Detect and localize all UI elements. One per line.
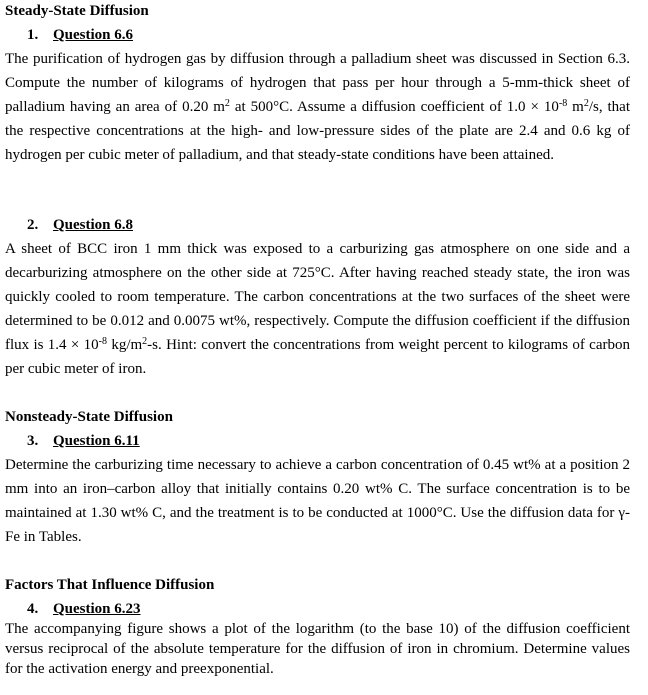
question-3-text: Determine the carburizing time necessary to achieve a carbon concentration of 0.45 wt% at a position 2 mm into an iron–carbon alloy that initially contains 0.20 wt% C. The surface concentration is to be maintained at 1.30 wt% C, and the treatment is to be conducted at 1000°C. Use the diffusion data for γ-Fe in Tables. [5,457,630,545]
question-1-heading [27,25,133,45]
question-2-text: A sheet of BCC iron 1 mm thick was exposed to a carburizing gas atmosphere on one side and a decarburizing atmosphere on the other side at 725°C. After having reached steady state, the iron was quickly cooled to room temperature. The carbon concentrations at the two surfaces of the sheet were determined to be 0.012 and 0.0075 wt%, respectively. Compute the diffusion coefficient if the diffusion flux is $1.4 \times 10^{-8}$ $kg/m^2-s$. Hint: convert the concentrations from weight percent to kilograms of carbon per cubic meter of iron. [5,241,630,377]
question-1-link[interactable]: Question 6.6 [53,27,134,43]
question-1-text: The purification of hydrogen gas by diffusion through a palladium sheet was discussed in Section 6.3. Compute the number of kilograms of hydrogen that pass per hour through a 5-mm-thick sheet of palladium having an area of 0.20 $m^2$ at 500°C. Assume a diffusion coefficient of $1.0 \times 10^{-8}$ $m^2/s$, that the respective concentrations at the high- and low-pressure sides of the plate are 2.4 and 0.6 kg of hydrogen per cubic meter of palladium, and that steady-state conditions have been attained. [5,51,630,163]
question-2-link[interactable]: Question 6.8 [53,217,134,233]
question-3-link[interactable]: Question 6.11 [53,433,140,449]
question-1-number: 1. [27,27,39,43]
question-3-heading [27,431,140,451]
section-heading-steady-state: Steady-State Diffusion [5,3,149,19]
question-4-link[interactable]: Question 6.23 [53,601,141,617]
question-4-heading [27,599,141,619]
section-heading-factors: Factors That Influence Diffusion [5,577,215,593]
question-4-text: The accompanying figure shows a plot of the logarithm (to the base 10) of the diffusion coefficient versus reciprocal of the absolute temperature for the diffusion of iron in chromium. Determine values for the activation energy and preexponential. [5,621,630,677]
section-heading-nonsteady-state: Nonsteady-State Diffusion [5,409,173,425]
question-2-heading [27,215,133,235]
question-4-number: 4. [27,601,39,617]
question-3-number: 3. [27,433,39,449]
question-2-number: 2. [27,217,39,233]
